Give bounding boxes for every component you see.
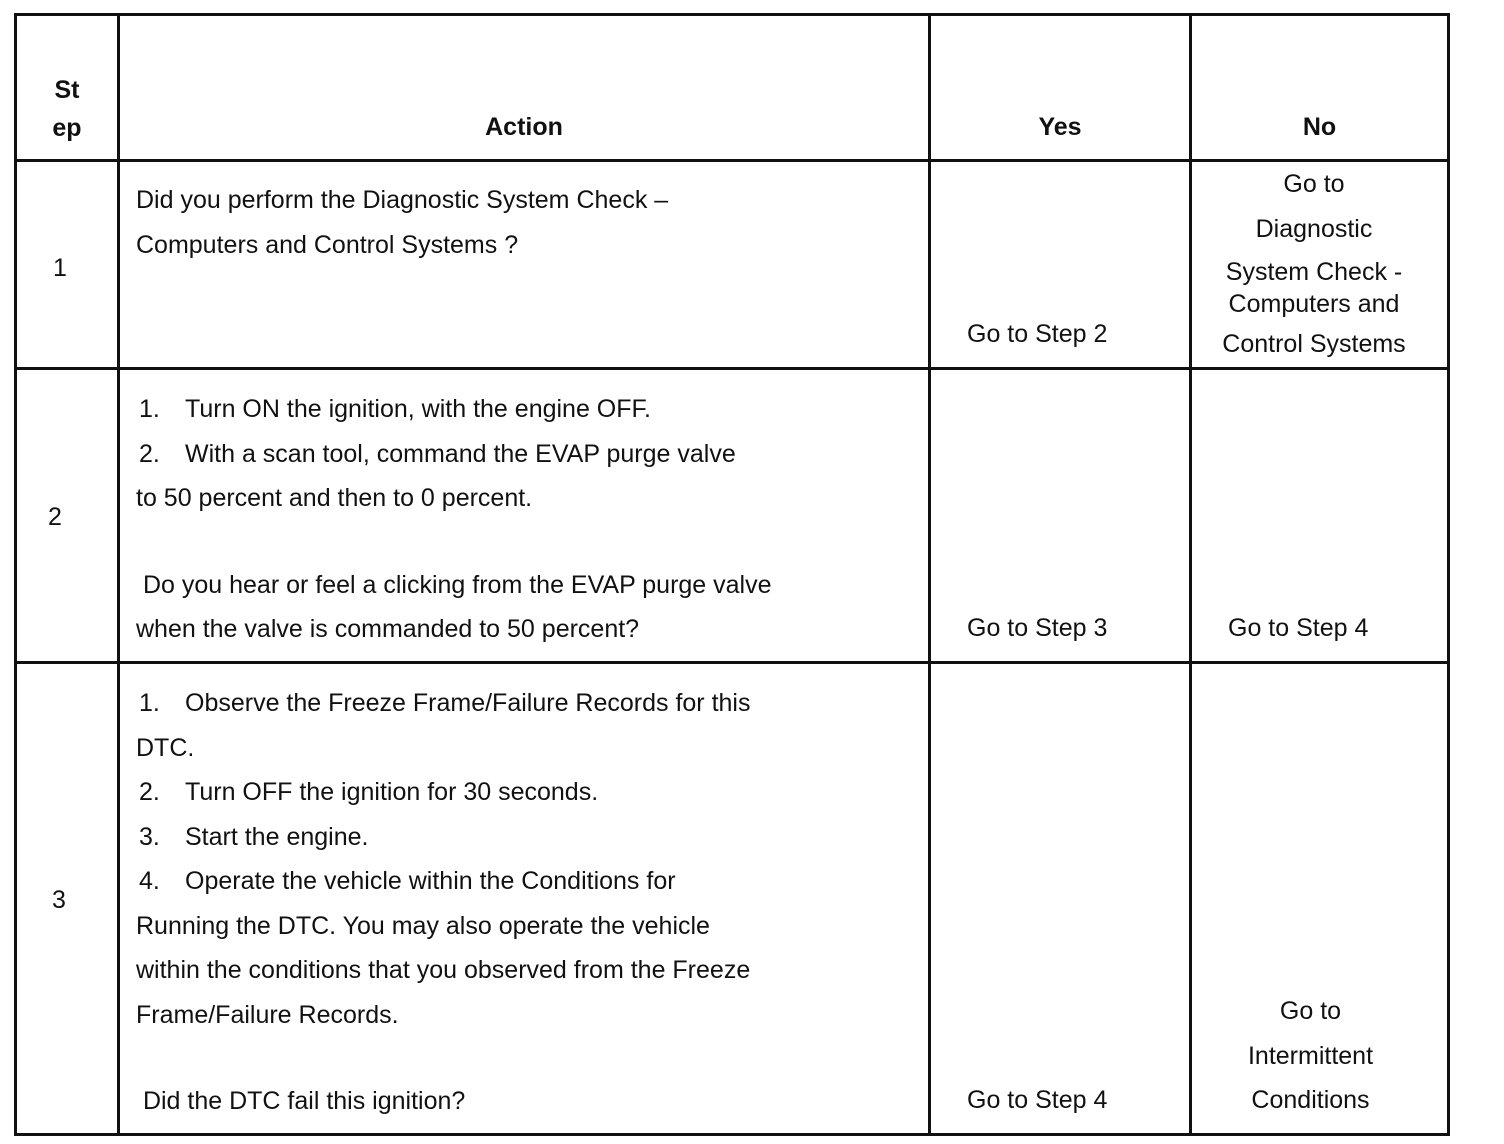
yes-link[interactable]: Go to Step 4 bbox=[967, 1086, 1108, 1114]
diagnostic-table bbox=[14, 13, 1450, 1136]
no-line: Computers and bbox=[1228, 290, 1400, 318]
no-line: System Check - bbox=[1225, 258, 1403, 286]
step-number: 3 bbox=[52, 886, 66, 914]
action-line: Computers and Control Systems ? bbox=[136, 230, 519, 259]
item-text: Observe the Freeze Frame/Failure Records for this bbox=[185, 689, 751, 717]
item-text: Start the engine. bbox=[185, 822, 369, 851]
action-line: Frame/Failure Records. bbox=[136, 1000, 399, 1029]
action-line: within the conditions that you observed from the Freeze bbox=[136, 956, 751, 984]
yes-link[interactable]: Go to Step 3 bbox=[967, 614, 1108, 642]
no-link[interactable] bbox=[1192, 989, 1429, 1123]
no-line: Diagnostic bbox=[1255, 215, 1373, 243]
step-number: 1 bbox=[53, 254, 67, 282]
item-text: Operate the vehicle within the Conditions for bbox=[185, 867, 676, 895]
step-number: 2 bbox=[48, 503, 62, 531]
action-text bbox=[136, 178, 668, 267]
column-divider bbox=[117, 16, 120, 1133]
header-yes: Yes bbox=[1038, 113, 1082, 141]
header-step-line: St bbox=[54, 76, 80, 104]
item-text: Turn ON the ignition, with the engine OFF. bbox=[185, 395, 651, 423]
list-item bbox=[136, 681, 750, 726]
list-item bbox=[136, 387, 772, 432]
no-link[interactable] bbox=[1192, 162, 1436, 371]
no-line: Intermittent bbox=[1247, 1041, 1374, 1070]
action-text bbox=[136, 681, 750, 1124]
question-line: Did the DTC fail this ignition? bbox=[136, 1087, 466, 1115]
item-text: Turn OFF the ignition for 30 seconds. bbox=[185, 778, 599, 806]
no-line: Go to bbox=[1283, 170, 1345, 198]
spacer bbox=[136, 521, 772, 563]
action-text bbox=[136, 387, 772, 652]
row-divider bbox=[17, 661, 1447, 664]
item-number: 2. bbox=[139, 439, 160, 468]
item-number: 1. bbox=[139, 395, 160, 423]
list-item bbox=[136, 815, 750, 860]
item-number: 2. bbox=[139, 778, 160, 806]
action-line: DTC. bbox=[136, 733, 195, 762]
item-number: 1. bbox=[139, 689, 160, 717]
question-line: when the valve is commanded to 50 percent? bbox=[136, 615, 640, 643]
list-item bbox=[136, 770, 750, 815]
spacer bbox=[136, 1037, 750, 1079]
header-action: Action bbox=[485, 113, 563, 141]
no-link[interactable]: Go to Step 4 bbox=[1228, 614, 1369, 642]
question-line: Do you hear or feel a clicking from the EVAP purge valve bbox=[136, 570, 772, 599]
item-number: 4. bbox=[139, 867, 160, 895]
action-line: Did you perform the Diagnostic System Check – bbox=[136, 186, 669, 214]
column-divider bbox=[928, 16, 931, 1133]
header-step bbox=[17, 71, 117, 147]
item-number: 3. bbox=[139, 822, 160, 851]
list-item bbox=[136, 432, 772, 477]
action-line: Running the DTC. You may also operate the vehicle bbox=[136, 911, 710, 940]
no-line: Go to bbox=[1279, 997, 1342, 1025]
header-no: No bbox=[1302, 113, 1337, 141]
item-text: With a scan tool, command the EVAP purge valve bbox=[185, 439, 736, 468]
no-line: Conditions bbox=[1251, 1086, 1370, 1114]
header-step-line: ep bbox=[52, 114, 82, 142]
no-line: Control Systems bbox=[1222, 330, 1406, 358]
yes-link[interactable]: Go to Step 2 bbox=[967, 320, 1108, 348]
action-line: to 50 percent and then to 0 percent. bbox=[136, 484, 533, 512]
list-item bbox=[136, 859, 750, 904]
